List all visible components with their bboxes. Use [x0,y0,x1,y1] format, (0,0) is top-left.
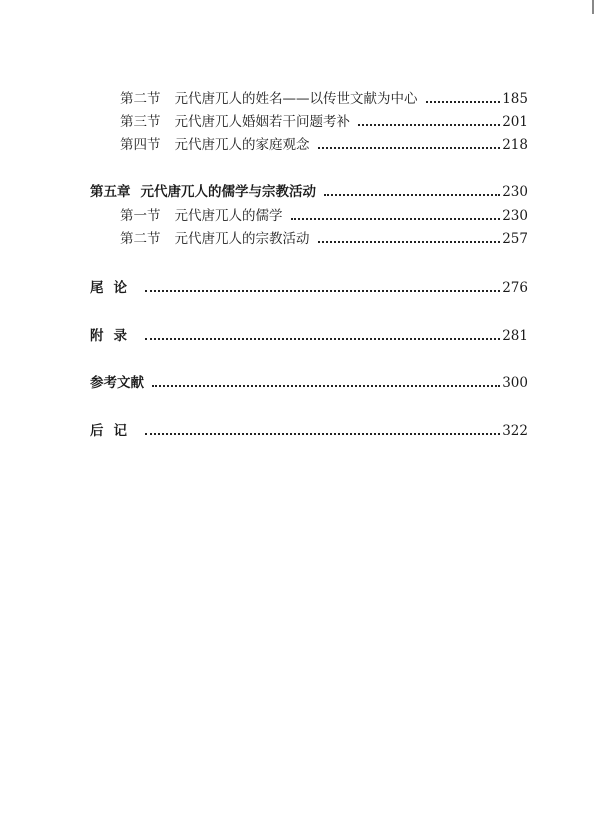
toc-chapter-entry [90,327,528,345]
toc-section-title: 元代唐兀人的宗教活动 [174,231,310,247]
dot-leader [145,433,500,435]
toc-chapter-label: 第五章 [90,184,131,200]
dot-leader [318,241,501,243]
toc-entry [120,113,528,131]
dot-leader [318,147,501,149]
toc-entry [120,90,528,108]
toc-chapter-label: 参考文献 [90,375,144,391]
toc-page-number: 276 [502,280,528,296]
toc-chapter-title: 元代唐兀人的儒学与宗教活动 [140,184,316,200]
toc-chapter-label: 附录 [90,328,137,344]
dot-leader [152,385,500,387]
toc-page-number: 185 [502,91,528,107]
toc-page-number: 201 [502,114,528,130]
dot-leader [426,101,501,103]
toc-chapter-entry [90,279,528,297]
toc-section-label: 第二节 [120,231,161,247]
toc-section-title: 元代唐兀人婚姻若干问题考补 [174,114,350,130]
toc-page-number: 281 [502,328,528,344]
toc-page-number: 257 [502,231,528,247]
toc-page-number: 300 [502,375,528,391]
toc-section-label: 第二节 [120,91,161,107]
toc-section-label: 第一节 [120,208,161,224]
dot-leader [145,290,500,292]
dot-leader [145,338,500,340]
toc-entry [120,207,528,225]
toc-section-title: 元代唐兀人的儒学 [174,208,283,224]
toc-entry [120,230,528,248]
toc-chapter-entry [90,422,528,440]
toc-section-label: 第三节 [120,114,161,130]
dot-leader [324,194,500,196]
toc-page-number: 218 [502,137,528,153]
toc-chapter-label: 尾论 [90,280,137,296]
toc-page-number: 322 [502,423,528,439]
toc-chapter-label: 后记 [90,423,137,439]
toc-entry [120,136,528,154]
toc-chapter-entry [90,374,528,392]
page-corner-mark [582,0,594,14]
dot-leader [358,124,500,126]
toc-section-title: 元代唐兀人的家庭观念 [174,137,310,153]
dot-leader [291,218,501,220]
toc-page-number: 230 [502,208,528,224]
toc-page-number: 230 [502,184,528,200]
toc-section-label: 第四节 [120,137,161,153]
toc-chapter-entry [90,183,528,201]
toc-section-title: 元代唐兀人的姓名——以传世文献为中心 [174,91,418,107]
